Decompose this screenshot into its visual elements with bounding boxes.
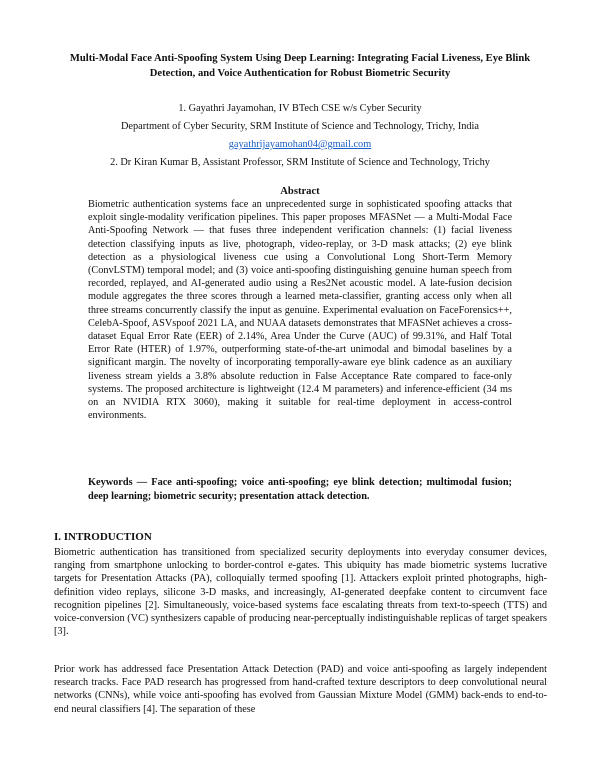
intro-paragraph-1: Biometric authentication has transitioned from specialized security deployments into everyday consumer devices, ranging from smartphone unlocking to border-control e-gates. This ubiquity has made biometric systems lucrative targets for Presentation Attacks (PA), colloquially termed spoofing [1]. Attackers exploit printed photographs, high-definition video replays, silicone 3-D masks, and increasingly, AI-generated deepfake content to circumvent face recognition pipelines [2]. Simultaneously, voice-based systems face escalating threats from text-to-speech (TTS) and voice-conversion (VC) synthesizers capable of producing near-perceptually indistinguishable replicas of target speakers [3]. bbox=[54, 547, 547, 638]
author-2: 2. Dr Kiran Kumar B, Assistant Professor, SRM Institute of Science and Technology, Trichy bbox=[110, 157, 490, 168]
email-line bbox=[0, 138, 600, 151]
author-1: 1. Gayathri Jayamohan, IV BTech CSE w/s Cyber Security bbox=[178, 103, 422, 114]
paper-title: Multi-Modal Face Anti-Spoofing System Using Deep Learning: Integrating Facial Liveness, Eye Blink Detection, and Voice Authentication for Robust Biometric Security bbox=[69, 53, 531, 79]
keywords: Keywords — Face anti-spoofing; voice anti-spoofing; eye blink detection; multimodal fusion; deep learning; biometric security; presentation attack detection. bbox=[88, 477, 512, 502]
abstract-text: Biometric authentication systems face an unprecedented surge in sophisticated spoofing attacks that exploit single-modality verification pipelines. This paper proposes MFASNet — a Multi-Modal Face Anti-Spoofing Network — that fuses three independent verification channels: (1) facial liveness detection classifying inputs as live, photograph, video-replay, or 3-D mask attacks; (2) eye blink detection as a physiological liveness cue using a Convolutional Long Short-Term Memory (ConvLSTM) temporal model; and (3) voice anti-spoofing distinguishing genuine human speech from recorded, replayed, and AI-generated audio using a Res2Net acoustic model. A late-fusion decision module aggregates the three scores through a learned meta-classifier, granting access only when all three streams concurrently classify the input as genuine. Experimental evaluation on FaceForensics++, CelebA-Spoof, ASVspoof 2021 LA, and NUAA datasets demonstrates that MFASNet achieves a cross-dataset Equal Error Rate (EER) of 2.14%, Area Under the Curve (AUC) of 99.31%, and Half Total Error Rate (HTER) of 1.97%, outperforming state-of-the-art unimodal and bimodal baselines by a significant margin. The novelty of incorporating temporally-aware eye blink cadence as an auxiliary liveness stream yields a 3.8% absolute reduction in False Acceptance Rate compared to face-only systems. The proposed architecture is lightweight (12.4 M parameters) and inference-efficient (34 ms on an NVIDIA RTX 3060), making it suitable for real-time deployment in access-control environments. bbox=[88, 199, 512, 422]
section-heading-introduction: I. INTRODUCTION bbox=[54, 531, 152, 543]
abstract-heading: Abstract bbox=[280, 186, 320, 197]
author-1-affiliation: Department of Cyber Security, SRM Institute of Science and Technology, Trichy, India bbox=[121, 121, 479, 132]
intro-paragraph-2: Prior work has addressed face Presentation Attack Detection (PAD) and voice anti-spoofing as largely independent research tracks. Face PAD research has progressed from hand-crafted texture descriptors to deep convolutional neural networks (CNNs), while voice anti-spoofing has evolved from Gaussian Mixture Model (GMM) back-ends to end-to-end neural classifiers [4]. The separation of these bbox=[54, 664, 547, 715]
author-email-link[interactable]: gayathrijayamohan04@gmail.com bbox=[228, 139, 372, 150]
